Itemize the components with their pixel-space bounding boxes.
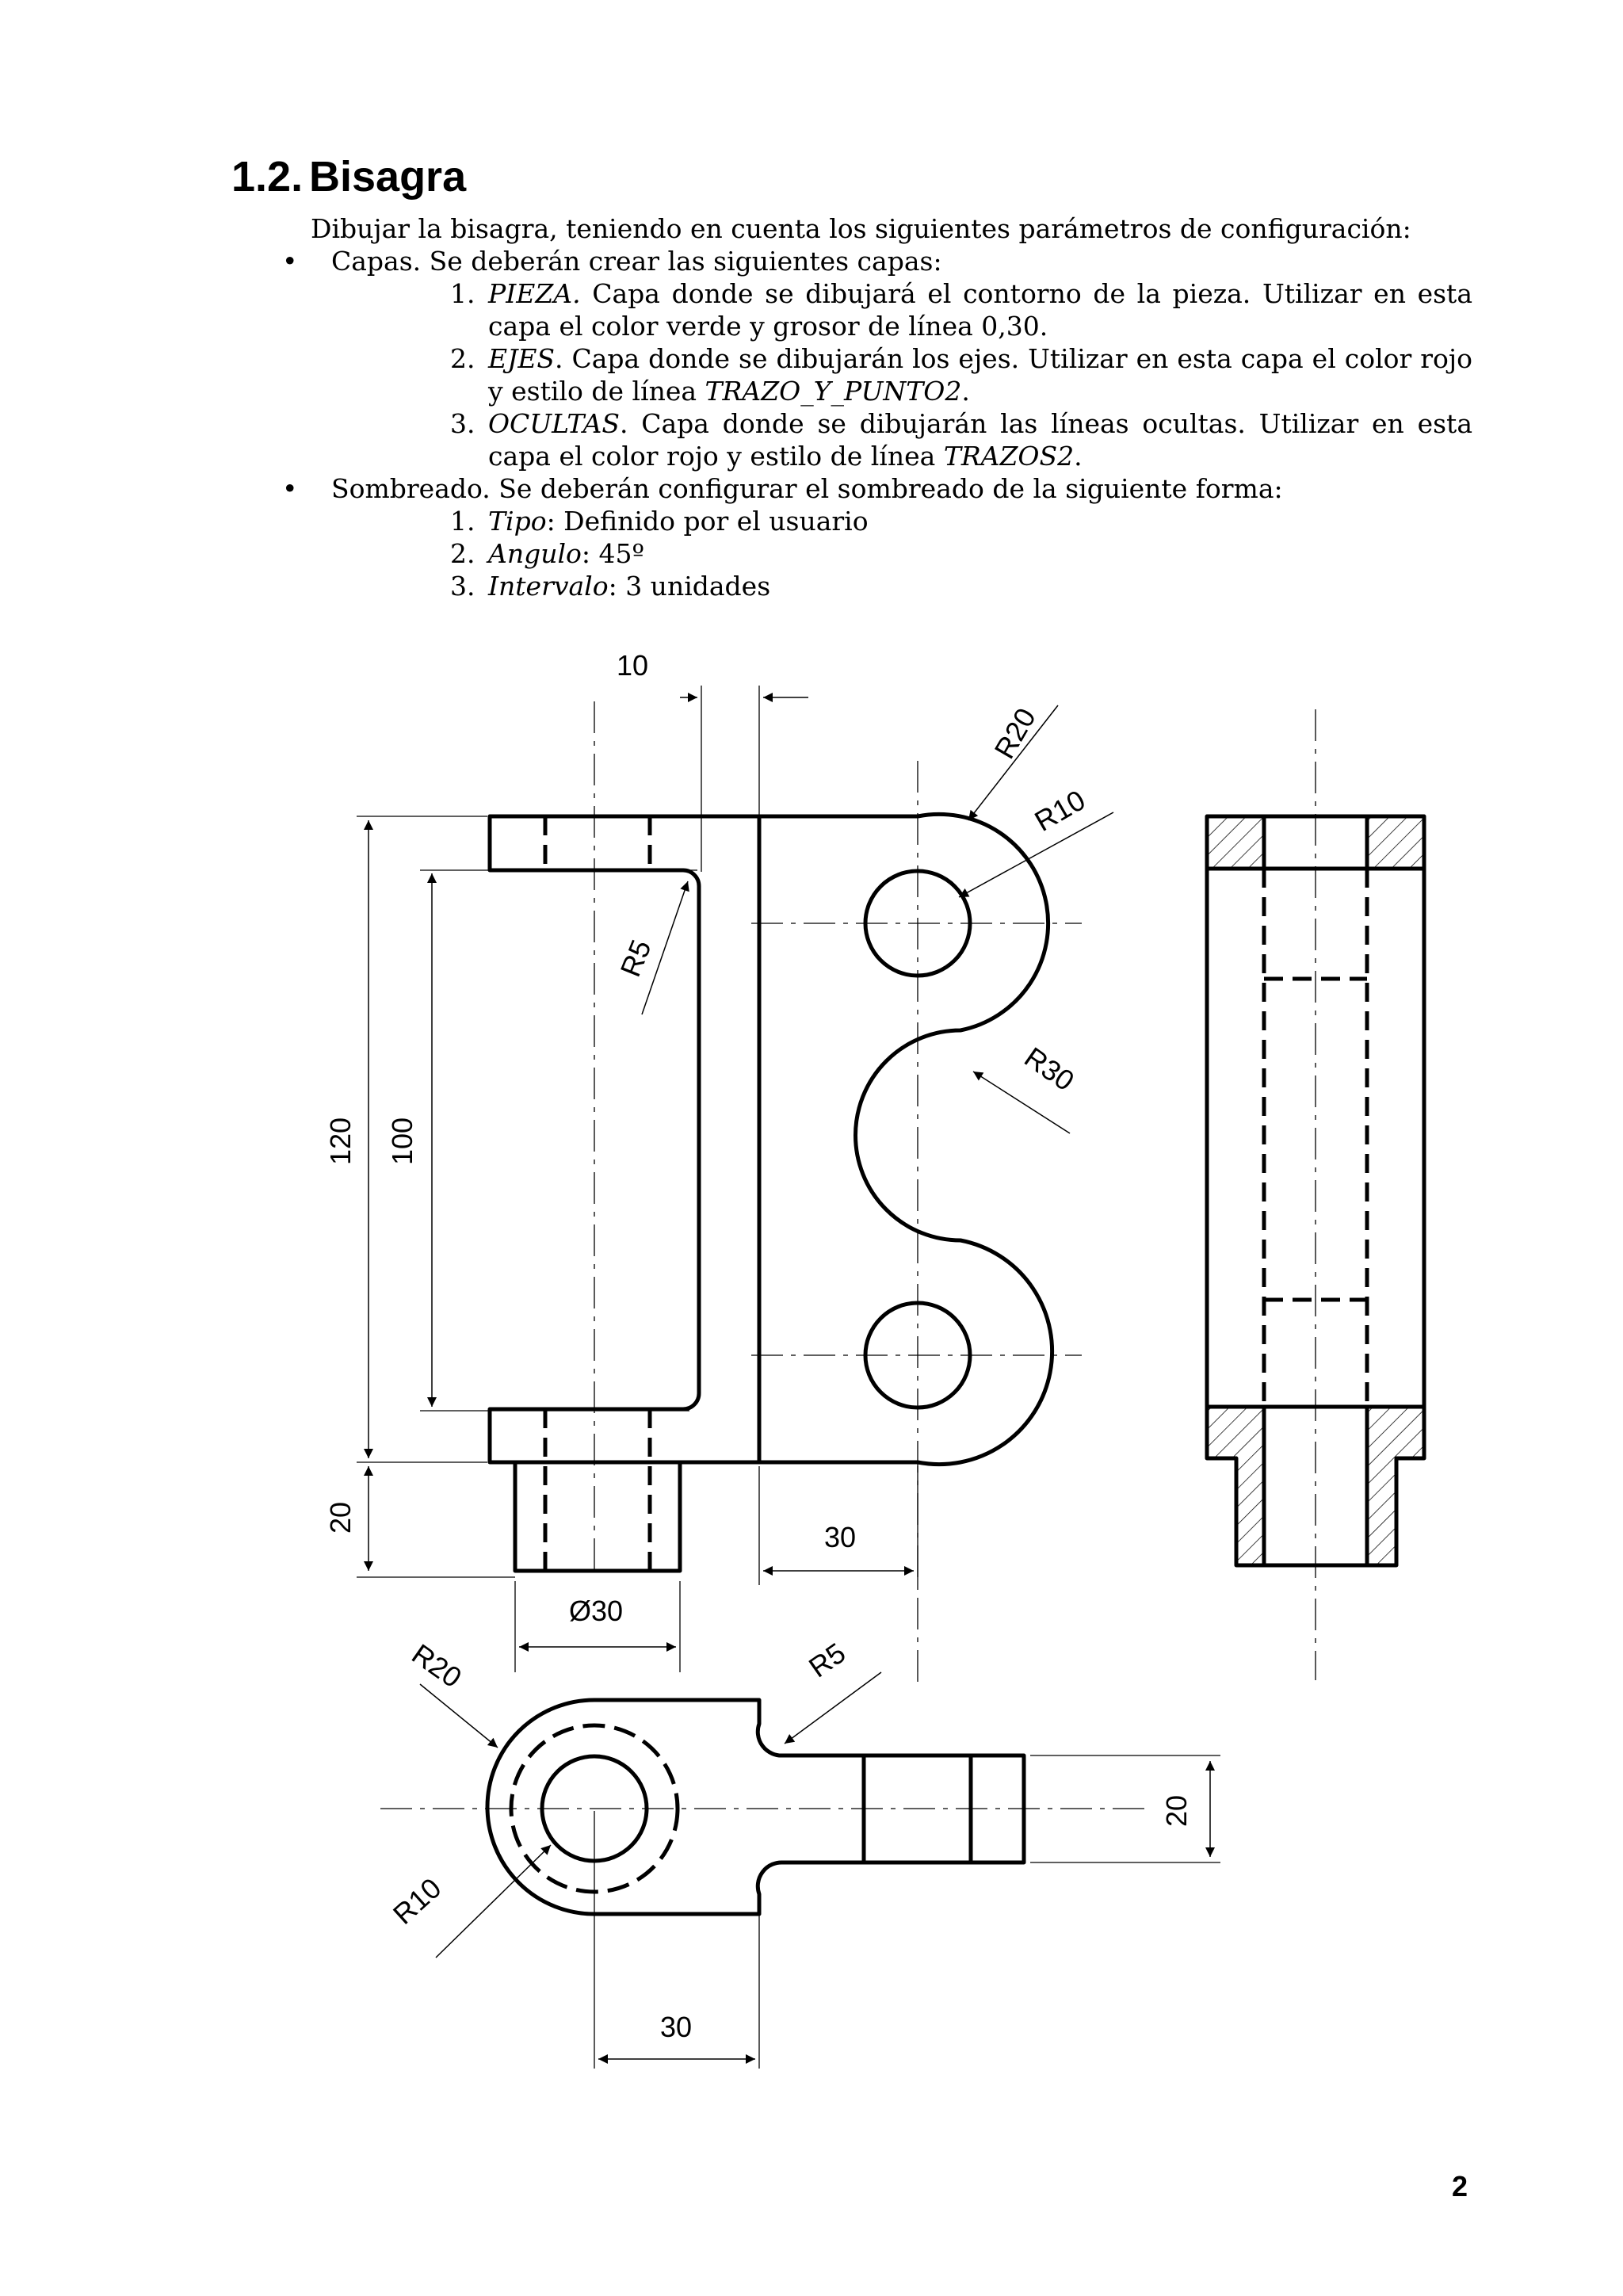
param-name: Tipo <box>488 506 547 537</box>
linetype-name: TRAZO_Y_PUNTO2 <box>705 376 962 407</box>
front-view <box>324 649 1113 1688</box>
section-title: Bisagra <box>309 153 467 201</box>
bullet-dot: • <box>282 473 298 504</box>
intro-paragraph: Dibujar la bisagra, teniendo en cuenta los siguientes parámetros de configuración: <box>311 213 1411 244</box>
top-dimension-texts <box>387 1637 1193 2043</box>
bullet-lead: Capas. Se deberán crear las siguientes capas: <box>331 246 942 277</box>
section-number: 1.2. <box>231 153 304 201</box>
linetype-name: TRAZOS2 <box>943 441 1075 472</box>
layer-name: EJES <box>488 343 556 374</box>
dim-30-plan: 30 <box>660 2011 693 2043</box>
dim-r20: R20 <box>987 702 1042 764</box>
top-view <box>380 1637 1220 2069</box>
layer-name: PIEZA. <box>488 278 581 309</box>
side-view <box>1207 709 1424 1680</box>
dim-20-plan: 20 <box>1160 1794 1193 1827</box>
dim-r20-plan: R20 <box>406 1637 468 1694</box>
hidden-lines <box>545 816 650 1571</box>
layer-name: OCULTAS <box>488 408 620 439</box>
param-value: : 3 unidades <box>608 571 771 602</box>
dim-r10: R10 <box>1029 783 1091 838</box>
dim-120: 120 <box>324 1117 357 1165</box>
layer-tail: . <box>961 376 970 407</box>
layer-desc: Capa donde se dibujará el contorno de la pieza. Utilizar en esta capa el color verde y grosor de línea 0,30. <box>488 278 1472 342</box>
item-number: 2. <box>450 538 475 569</box>
bullet-dot: • <box>282 246 298 277</box>
layer-desc: . Capa donde se dibujarán las líneas ocultas. Utilizar en esta capa el color rojo y estilo de línea <box>488 408 1472 472</box>
param-value: : 45º <box>581 538 645 569</box>
dim-r10-plan: R10 <box>386 1871 448 1931</box>
top-outline <box>487 1700 1024 1914</box>
dim-diameter: Ø30 <box>569 1595 624 1627</box>
bullet-lead: Sombreado. Se deberán configurar el sombreado de la siguiente forma: <box>331 473 1283 504</box>
item-number: 1. <box>450 278 475 309</box>
top-dimension-lines <box>420 1672 1210 2059</box>
dim-30: 30 <box>824 1521 857 1553</box>
dim-r5: R5 <box>613 934 658 981</box>
dim-r30: R30 <box>1018 1040 1081 1098</box>
item-number: 3. <box>450 571 475 602</box>
dim-20: 20 <box>324 1501 357 1534</box>
dim-100: 100 <box>386 1117 418 1165</box>
param-value: : Definido por el usuario <box>546 506 869 537</box>
dimension-lines <box>369 697 1113 1647</box>
page-number: 2 <box>1452 2170 1468 2202</box>
dim-r5-plan: R5 <box>803 1636 852 1684</box>
layer-desc: . Capa donde se dibujarán los ejes. Utilizar en esta capa el color rojo y estilo de línea <box>488 343 1472 407</box>
item-number: 1. <box>450 506 475 537</box>
dimension-texts <box>324 649 1090 1627</box>
front-outline <box>490 814 1052 1571</box>
layer-tail: . <box>1074 441 1083 472</box>
param-name: Angulo <box>488 538 582 569</box>
dim-10: 10 <box>617 649 649 682</box>
item-number: 3. <box>450 408 475 439</box>
item-number: 2. <box>450 343 475 374</box>
param-name: Intervalo <box>488 571 609 602</box>
